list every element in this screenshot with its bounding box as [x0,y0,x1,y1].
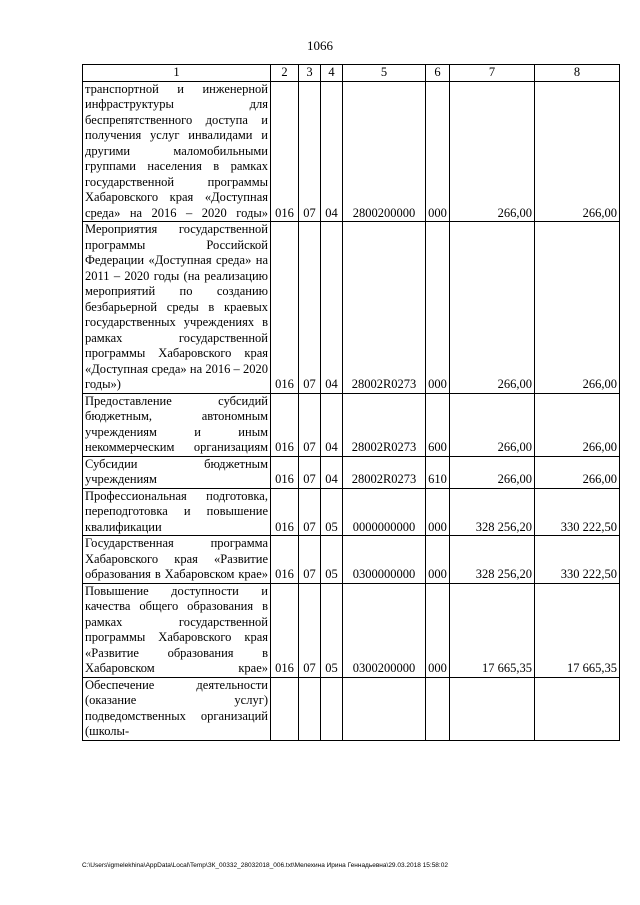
row-amount-year1: 17 665,35 [450,583,535,677]
row-ministry-code: 016 [271,81,299,222]
row-subsection [321,677,343,740]
row-name: Субсидии бюджетным учреждениям [83,456,271,488]
row-expense-type: 000 [426,536,450,584]
row-amount-year2: 266,00 [535,81,620,222]
row-amount-year2: 266,00 [535,393,620,456]
row-section: 07 [299,81,321,222]
row-amount-year1: 266,00 [450,393,535,456]
row-ministry-code [271,677,299,740]
row-amount-year1: 328 256,20 [450,536,535,584]
row-ministry-code: 016 [271,456,299,488]
row-subsection: 04 [321,81,343,222]
row-expense-type: 000 [426,583,450,677]
table-row [83,456,620,488]
row-amount-year1: 266,00 [450,222,535,394]
budget-table [82,64,620,741]
column-header-4: 4 [321,65,343,82]
row-expense-type: 000 [426,81,450,222]
row-subsection: 04 [321,393,343,456]
row-section: 07 [299,488,321,536]
row-section: 07 [299,456,321,488]
row-expense-type: 000 [426,222,450,394]
row-expense-type: 000 [426,488,450,536]
column-header-8: 8 [535,65,620,82]
row-amount-year2: 17 665,35 [535,583,620,677]
table-row [83,81,620,222]
row-target-article: 0000000000 [343,488,426,536]
row-subsection: 04 [321,222,343,394]
row-amount-year2: 266,00 [535,222,620,394]
table-row [83,222,620,394]
table-row [83,488,620,536]
row-subsection: 05 [321,583,343,677]
row-section: 07 [299,583,321,677]
row-amount-year2: 330 222,50 [535,488,620,536]
row-name: Повышение доступности и качества общего образования в рамках государственной программы Хабаровского края «Развитие образования в Хабаровском крае» [83,583,271,677]
row-amount-year1 [450,677,535,740]
table-row [83,536,620,584]
row-subsection: 04 [321,456,343,488]
row-section [299,677,321,740]
row-subsection: 05 [321,536,343,584]
row-target-article [343,677,426,740]
row-expense-type: 600 [426,393,450,456]
row-ministry-code: 016 [271,488,299,536]
column-header-6: 6 [426,65,450,82]
row-ministry-code: 016 [271,583,299,677]
row-name: Предоставление субсидий бюджетным, автономным учреждениям и иным некоммерческим организациям [83,393,271,456]
page-number: 1066 [307,38,333,53]
column-header-5: 5 [343,65,426,82]
table-row [83,583,620,677]
row-amount-year1: 266,00 [450,81,535,222]
row-ministry-code: 016 [271,393,299,456]
row-section: 07 [299,222,321,394]
row-ministry-code: 016 [271,222,299,394]
row-target-article: 28002R0273 [343,393,426,456]
table-row [83,393,620,456]
column-header-3: 3 [299,65,321,82]
row-target-article: 28002R0273 [343,456,426,488]
row-name: Профессиональная подготовка, переподготовка и повышение квалификации [83,488,271,536]
row-amount-year1: 266,00 [450,456,535,488]
row-name: Мероприятия государственной программы Российской Федерации «Доступная среда» на 2011 – 2020 годы (на реализацию мероприятий по созданию безбарьерной среды в краевых государственных учреждениях в рамках государственной программы Хабаровского края «Доступная среда» на 2016 – 2020 годы») [83,222,271,394]
row-expense-type [426,677,450,740]
row-name: Государственная программа Хабаровского края «Развитие образования в Хабаровском крае» [83,536,271,584]
row-target-article: 28002R0273 [343,222,426,394]
row-section: 07 [299,393,321,456]
row-target-article: 2800200000 [343,81,426,222]
table-row [83,677,620,740]
row-amount-year2: 266,00 [535,456,620,488]
header-row [83,65,620,82]
column-header-1: 1 [83,65,271,82]
column-header-2: 2 [271,65,299,82]
row-target-article: 0300000000 [343,536,426,584]
row-name: Обеспечение деятельности (оказание услуг) подведомственных организаций (школы- [83,677,271,740]
row-target-article: 0300200000 [343,583,426,677]
row-amount-year1: 328 256,20 [450,488,535,536]
row-amount-year2: 330 222,50 [535,536,620,584]
row-subsection: 05 [321,488,343,536]
row-section: 07 [299,536,321,584]
column-header-7: 7 [450,65,535,82]
row-amount-year2 [535,677,620,740]
row-ministry-code: 016 [271,536,299,584]
file-path-footer: C:\Users\igmelekhina\AppData\Local\Temp\ЗК_00332_28032018_006.txt\Мелехина Ирина Геннадьевна\29.03.2018 15:58:02 [82,862,448,869]
row-name: транспортной и инженерной инфраструктуры для беспрепятственного доступа и получения услуг инвалидами и другими маломобильными группами населения в рамках государственной программы Хабаровского края «Доступная среда» на 2016 – 2020 годы» [83,81,271,222]
row-expense-type: 610 [426,456,450,488]
